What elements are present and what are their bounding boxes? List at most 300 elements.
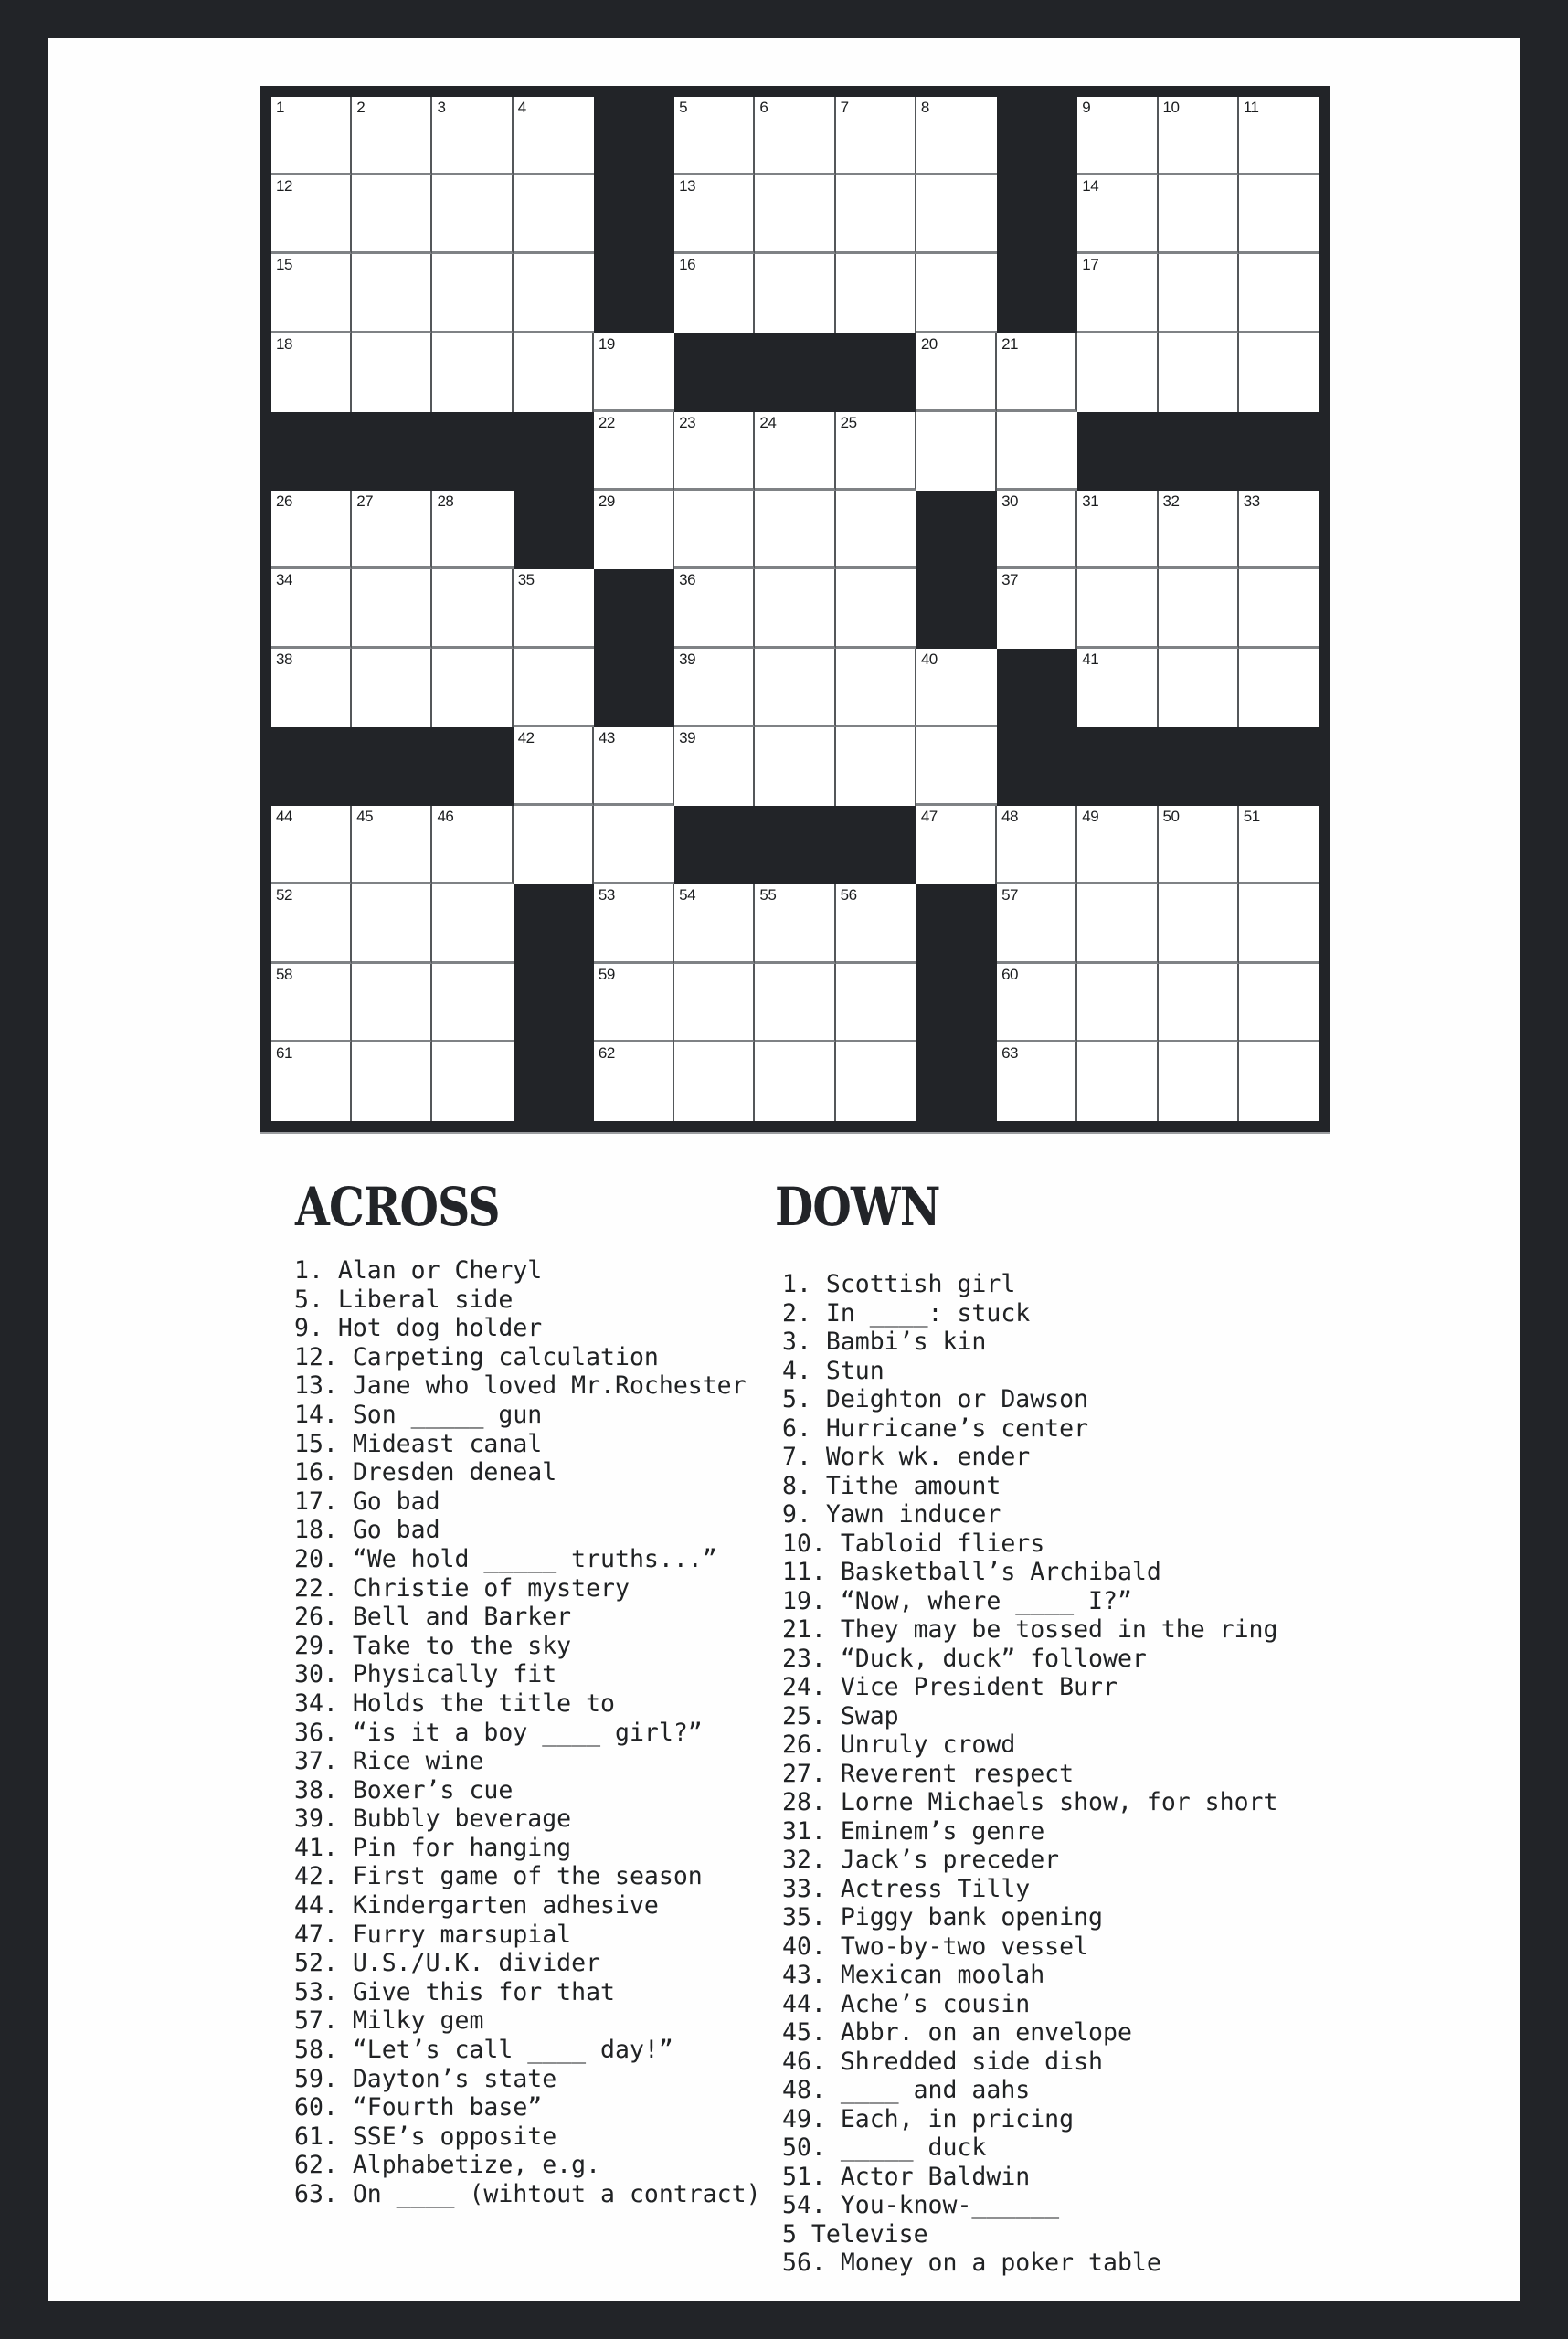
across-clue: 52. U.S./U.K. divider (294, 1949, 601, 1978)
white-cell[interactable] (1159, 806, 1239, 884)
cell-number: 24 (759, 413, 777, 431)
white-cell[interactable] (916, 412, 997, 491)
white-cell[interactable] (755, 412, 835, 491)
across-clue: 39. Bubbly beverage (294, 1805, 572, 1834)
black-cell (997, 97, 1077, 175)
white-cell[interactable] (755, 491, 835, 569)
white-cell[interactable] (271, 806, 352, 884)
white-cell[interactable] (594, 1042, 674, 1121)
cell-number: 40 (920, 650, 938, 668)
black-cell (271, 727, 352, 806)
across-clue: 14. Son _____ gun (294, 1400, 543, 1429)
white-cell[interactable] (755, 175, 835, 254)
white-cell[interactable] (271, 491, 352, 569)
white-cell[interactable] (755, 727, 835, 806)
cell-number: 2 (356, 99, 366, 116)
cell-number: 14 (1082, 177, 1099, 196)
cell-number: 39 (679, 728, 696, 746)
white-cell[interactable] (514, 97, 594, 175)
white-cell[interactable] (674, 491, 755, 569)
white-cell[interactable] (997, 1042, 1077, 1121)
black-cell (594, 254, 674, 333)
white-cell[interactable] (271, 964, 352, 1042)
across-clue: 22. Christie of mystery (294, 1573, 630, 1603)
black-cell (674, 806, 755, 884)
white-cell[interactable] (1159, 97, 1239, 175)
cell-number: 41 (1082, 650, 1099, 668)
white-cell[interactable] (514, 569, 594, 648)
white-cell[interactable] (755, 884, 835, 963)
white-cell[interactable] (836, 412, 916, 491)
black-cell (997, 649, 1077, 727)
cell-number: 54 (679, 886, 696, 905)
cell-number: 59 (598, 965, 615, 983)
white-cell[interactable] (836, 884, 916, 963)
cell-number: 44 (276, 808, 292, 826)
down-clue: 5 Televise (782, 2219, 928, 2249)
cell-number: 46 (437, 808, 454, 826)
cell-number: 9 (1082, 99, 1091, 116)
across-clue: 62. Alphabetize, e.g. (294, 2151, 601, 2180)
cell-number: 35 (517, 571, 535, 589)
white-cell[interactable] (1239, 97, 1319, 175)
white-cell[interactable] (352, 97, 432, 175)
cell-number: 53 (598, 886, 615, 905)
cell-number: 15 (276, 256, 292, 274)
across-clue: 57. Milky gem (294, 2006, 484, 2036)
down-clue: 44. Ache’s cousin (782, 1989, 1031, 2018)
white-cell[interactable] (674, 964, 755, 1042)
cell-number: 18 (276, 334, 292, 353)
white-cell[interactable] (352, 1042, 432, 1121)
across-clue: 41. Pin for hanging (294, 1833, 572, 1862)
white-cell[interactable] (514, 649, 594, 727)
across-clue: 15. Mideast canal (294, 1429, 543, 1458)
black-cell (432, 727, 513, 806)
white-cell[interactable] (674, 175, 755, 254)
white-cell[interactable] (514, 806, 594, 884)
cell-number: 25 (840, 413, 857, 431)
across-clue: 34. Holds the title to (294, 1688, 615, 1718)
across-clue: 1. Alan or Cheryl (294, 1256, 543, 1285)
white-cell[interactable] (1159, 175, 1239, 254)
white-cell[interactable] (1159, 1042, 1239, 1121)
down-clue: 35. Piggy bank opening (782, 1903, 1103, 1932)
black-cell (432, 412, 513, 491)
white-cell[interactable] (674, 884, 755, 963)
down-clue: 4. Stun (782, 1356, 885, 1385)
across-clue: 5. Liberal side (294, 1285, 514, 1314)
down-clue: 51. Actor Baldwin (782, 2162, 1031, 2191)
across-clue: 18. Go bad (294, 1516, 440, 1545)
across-clue: 38. Boxer’s cue (294, 1775, 514, 1805)
white-cell[interactable] (674, 412, 755, 491)
cell-number: 7 (840, 99, 849, 116)
black-cell (836, 806, 916, 884)
white-cell[interactable] (1239, 491, 1319, 569)
cell-number: 22 (598, 413, 615, 431)
white-cell[interactable] (836, 97, 916, 175)
white-cell[interactable] (836, 491, 916, 569)
cell-number: 49 (1082, 808, 1099, 826)
black-cell (1239, 412, 1319, 491)
black-cell (1159, 412, 1239, 491)
white-cell[interactable] (1159, 964, 1239, 1042)
across-clue: 44. Kindergarten adhesive (294, 1891, 659, 1921)
white-cell[interactable] (916, 175, 997, 254)
down-clue: 25. Swap (782, 1701, 899, 1730)
crossword-grid (260, 86, 1330, 1132)
white-cell[interactable] (594, 806, 674, 884)
white-cell[interactable] (432, 175, 513, 254)
across-clue: 47. Furry marsupial (294, 1920, 572, 1949)
across-clue: 59. Dayton’s state (294, 2064, 557, 2093)
cell-number: 60 (1001, 965, 1018, 983)
cell-number: 5 (679, 99, 688, 116)
white-cell[interactable] (836, 727, 916, 806)
cell-number: 34 (276, 571, 292, 589)
white-cell[interactable] (1077, 254, 1158, 333)
black-cell (594, 569, 674, 648)
white-cell[interactable] (352, 491, 432, 569)
white-cell[interactable] (997, 884, 1077, 963)
cell-number: 61 (276, 1043, 292, 1062)
white-cell[interactable] (997, 964, 1077, 1042)
white-cell[interactable] (755, 254, 835, 333)
white-cell[interactable] (432, 333, 513, 412)
white-cell[interactable] (271, 569, 352, 648)
cell-number: 13 (679, 177, 696, 196)
down-clue: 50. _____ duck (782, 2133, 987, 2162)
down-clue: 1. Scottish girl (782, 1270, 1016, 1298)
black-cell (352, 727, 432, 806)
cell-number: 8 (920, 99, 929, 116)
across-clue: 36. “is it a boy ____ girl?” (294, 1718, 703, 1747)
cell-number: 57 (1001, 886, 1018, 905)
white-cell[interactable] (997, 569, 1077, 648)
down-clue: 8. Tithe amount (782, 1471, 1001, 1500)
down-heading: DOWN (775, 1176, 940, 1238)
white-cell[interactable] (1077, 491, 1158, 569)
cell-number: 58 (276, 965, 292, 983)
white-cell[interactable] (916, 333, 997, 412)
white-cell[interactable] (594, 412, 674, 491)
cell-number: 1 (276, 99, 284, 116)
white-cell[interactable] (271, 175, 352, 254)
white-cell[interactable] (836, 964, 916, 1042)
white-cell[interactable] (432, 569, 513, 648)
black-cell (1077, 412, 1158, 491)
cell-number: 28 (437, 492, 454, 511)
white-cell[interactable] (916, 806, 997, 884)
white-cell[interactable] (836, 175, 916, 254)
down-clue: 27. Reverent respect (782, 1759, 1075, 1788)
white-cell[interactable] (1077, 97, 1158, 175)
cell-number: 43 (598, 728, 615, 746)
white-cell[interactable] (755, 1042, 835, 1121)
white-cell[interactable] (1159, 649, 1239, 727)
cell-number: 27 (356, 492, 374, 511)
across-clue: 29. Take to the sky (294, 1631, 572, 1660)
black-cell (836, 333, 916, 412)
white-cell[interactable] (1077, 1042, 1158, 1121)
across-clue: 58. “Let’s call ____ day!” (294, 2036, 673, 2065)
black-cell (514, 491, 594, 569)
white-cell[interactable] (271, 333, 352, 412)
down-clue: 32. Jack’s preceder (782, 1846, 1060, 1874)
white-cell[interactable] (1239, 806, 1319, 884)
white-cell[interactable] (432, 884, 513, 963)
cell-number: 19 (598, 334, 615, 353)
down-clue: 3. Bambi’s kin (782, 1328, 987, 1356)
black-cell (1159, 727, 1239, 806)
cell-number: 51 (1243, 808, 1260, 826)
cell-number: 33 (1243, 492, 1260, 511)
down-clue: 9. Yawn inducer (782, 1500, 1001, 1529)
across-clue: 60. “Fourth base” (294, 2093, 543, 2122)
white-cell[interactable] (674, 727, 755, 806)
black-cell (916, 569, 997, 648)
white-cell[interactable] (674, 569, 755, 648)
white-cell[interactable] (674, 1042, 755, 1121)
across-clue: 13. Jane who loved Mr.Rochester (294, 1371, 747, 1401)
down-clue: 43. Mexican moolah (782, 1961, 1045, 1989)
across-clue: 63. On ____ (wihtout a contract) (294, 2180, 761, 2208)
white-cell[interactable] (916, 649, 997, 727)
white-cell[interactable] (352, 649, 432, 727)
white-cell[interactable] (755, 569, 835, 648)
white-cell[interactable] (1159, 569, 1239, 648)
down-clue: 11. Basketball’s Archibald (782, 1558, 1161, 1586)
cell-number: 12 (276, 177, 292, 196)
down-clue: 31. Eminem’s genre (782, 1816, 1045, 1846)
black-cell (271, 412, 352, 491)
cell-number: 31 (1082, 492, 1099, 511)
white-cell[interactable] (755, 97, 835, 175)
cell-number: 47 (920, 808, 938, 826)
down-clue: 33. Actress Tilly (782, 1874, 1031, 1903)
white-cell[interactable] (997, 333, 1077, 412)
cell-number: 16 (679, 256, 696, 274)
white-cell[interactable] (1077, 333, 1158, 412)
black-cell (674, 333, 755, 412)
white-cell[interactable] (271, 1042, 352, 1121)
white-cell[interactable] (352, 569, 432, 648)
white-cell[interactable] (1159, 884, 1239, 963)
cell-number: 45 (356, 808, 374, 826)
white-cell[interactable] (594, 333, 674, 412)
white-cell[interactable] (594, 964, 674, 1042)
black-cell (514, 964, 594, 1042)
white-cell[interactable] (271, 884, 352, 963)
white-cell[interactable] (432, 254, 513, 333)
across-clue-list (294, 1256, 761, 2209)
black-cell (594, 649, 674, 727)
cell-number: 56 (840, 886, 857, 905)
cell-number: 23 (679, 413, 696, 431)
black-cell (755, 333, 835, 412)
down-clue: 46. Shredded side dish (782, 2047, 1103, 2076)
cell-number: 50 (1162, 808, 1180, 826)
black-cell (514, 412, 594, 491)
down-clue: 7. Work wk. ender (782, 1443, 1031, 1471)
white-cell[interactable] (1239, 649, 1319, 727)
white-cell[interactable] (1239, 964, 1319, 1042)
cell-number: 30 (1001, 492, 1018, 511)
white-cell[interactable] (755, 649, 835, 727)
white-cell[interactable] (432, 1042, 513, 1121)
white-cell[interactable] (1077, 964, 1158, 1042)
white-cell[interactable] (1159, 333, 1239, 412)
white-cell[interactable] (836, 649, 916, 727)
across-clue: 16. Dresden deneal (294, 1458, 557, 1487)
white-cell[interactable] (755, 964, 835, 1042)
cell-number: 38 (276, 650, 292, 668)
white-cell[interactable] (514, 254, 594, 333)
down-clue: 10. Tabloid fliers (782, 1529, 1045, 1558)
white-cell[interactable] (1077, 649, 1158, 727)
cell-number: 32 (1162, 492, 1180, 511)
white-cell[interactable] (997, 491, 1077, 569)
white-cell[interactable] (1159, 491, 1239, 569)
white-cell[interactable] (271, 97, 352, 175)
black-cell (352, 412, 432, 491)
white-cell[interactable] (1239, 254, 1319, 333)
white-cell[interactable] (916, 97, 997, 175)
white-cell[interactable] (1239, 333, 1319, 412)
white-cell[interactable] (836, 1042, 916, 1121)
white-cell[interactable] (1239, 175, 1319, 254)
cell-number: 55 (759, 886, 777, 905)
white-cell[interactable] (352, 884, 432, 963)
across-clue: 37. Rice wine (294, 1747, 484, 1776)
cell-number: 63 (1001, 1043, 1018, 1062)
cell-number: 37 (1001, 571, 1018, 589)
down-clue-list (782, 1270, 1277, 2278)
cell-number: 21 (1001, 334, 1018, 353)
cell-number: 36 (679, 571, 696, 589)
white-cell[interactable] (1239, 1042, 1319, 1121)
across-clue: 42. First game of the season (294, 1862, 703, 1891)
black-cell (916, 491, 997, 569)
white-cell[interactable] (432, 491, 513, 569)
white-cell[interactable] (514, 727, 594, 806)
cell-number: 26 (276, 492, 292, 511)
across-clue: 20. “We hold _____ truths...” (294, 1544, 717, 1573)
black-cell (594, 175, 674, 254)
down-clue: 45. Abbr. on an envelope (782, 2018, 1132, 2047)
white-cell[interactable] (1077, 806, 1158, 884)
white-cell[interactable] (352, 254, 432, 333)
white-cell[interactable] (1077, 175, 1158, 254)
white-cell[interactable] (271, 649, 352, 727)
white-cell[interactable] (1239, 569, 1319, 648)
across-clue: 26. Bell and Barker (294, 1603, 572, 1632)
white-cell[interactable] (432, 649, 513, 727)
cell-number: 10 (1162, 99, 1180, 116)
white-cell[interactable] (352, 333, 432, 412)
cell-number: 29 (598, 492, 615, 511)
white-cell[interactable] (1077, 884, 1158, 963)
white-cell[interactable] (1159, 254, 1239, 333)
white-cell[interactable] (674, 254, 755, 333)
white-cell[interactable] (352, 806, 432, 884)
down-clue: 54. You-know-______ (782, 2191, 1060, 2219)
white-cell[interactable] (997, 412, 1077, 491)
white-cell[interactable] (1239, 884, 1319, 963)
across-clue: 12. Carpeting calculation (294, 1342, 659, 1371)
white-cell[interactable] (594, 727, 674, 806)
white-cell[interactable] (916, 254, 997, 333)
white-cell[interactable] (1077, 569, 1158, 648)
down-clue: 26. Unruly crowd (782, 1730, 1016, 1759)
down-clue: 5. Deighton or Dawson (782, 1385, 1089, 1413)
black-cell (916, 884, 997, 963)
black-cell (514, 1042, 594, 1121)
white-cell[interactable] (352, 964, 432, 1042)
black-cell (997, 727, 1077, 806)
black-cell (755, 806, 835, 884)
black-cell (594, 97, 674, 175)
white-cell[interactable] (916, 727, 997, 806)
white-cell[interactable] (514, 333, 594, 412)
cell-number: 39 (679, 650, 696, 668)
cell-number: 6 (759, 99, 768, 116)
white-cell[interactable] (594, 884, 674, 963)
black-cell (997, 175, 1077, 254)
across-clue: 53. Give this for that (294, 1977, 615, 2006)
black-cell (916, 1042, 997, 1121)
black-cell (916, 964, 997, 1042)
white-cell[interactable] (674, 97, 755, 175)
down-clue: 40. Two-by-two vessel (782, 1932, 1089, 1961)
down-clue: 2. In ____: stuck (782, 1298, 1031, 1328)
down-clue: 21. They may be tossed in the ring (782, 1615, 1278, 1644)
cell-number: 42 (517, 728, 535, 746)
cell-number: 4 (517, 99, 526, 116)
down-clue: 48. ____ and aahs (782, 2076, 1031, 2104)
white-cell[interactable] (432, 964, 513, 1042)
white-cell[interactable] (432, 97, 513, 175)
down-clue: 49. Each, in pricing (782, 2104, 1075, 2133)
white-cell[interactable] (514, 175, 594, 254)
down-clue: 23. “Duck, duck” follower (782, 1644, 1147, 1673)
down-clue: 56. Money on a poker table (782, 2249, 1161, 2277)
white-cell[interactable] (836, 569, 916, 648)
white-cell[interactable] (352, 175, 432, 254)
cell-number: 17 (1082, 256, 1099, 274)
black-cell (1077, 727, 1158, 806)
cell-number: 11 (1243, 99, 1259, 116)
white-cell[interactable] (432, 806, 513, 884)
down-clue: 19. “Now, where ____ I?” (782, 1586, 1132, 1615)
across-clue: 9. Hot dog holder (294, 1314, 543, 1343)
white-cell[interactable] (836, 254, 916, 333)
white-cell[interactable] (674, 649, 755, 727)
across-clue: 61. SSE’s opposite (294, 2122, 557, 2151)
cell-number: 20 (920, 334, 938, 353)
puzzle-page (48, 38, 1520, 2301)
cell-number: 48 (1001, 808, 1018, 826)
down-clue: 6. Hurricane’s center (782, 1413, 1089, 1443)
cell-number: 3 (437, 99, 446, 116)
down-clue: 24. Vice President Burr (782, 1673, 1118, 1701)
white-cell[interactable] (594, 491, 674, 569)
white-cell[interactable] (997, 806, 1077, 884)
across-clue: 30. Physically fit (294, 1660, 557, 1689)
across-clue: 17. Go bad (294, 1487, 440, 1516)
white-cell[interactable] (271, 254, 352, 333)
